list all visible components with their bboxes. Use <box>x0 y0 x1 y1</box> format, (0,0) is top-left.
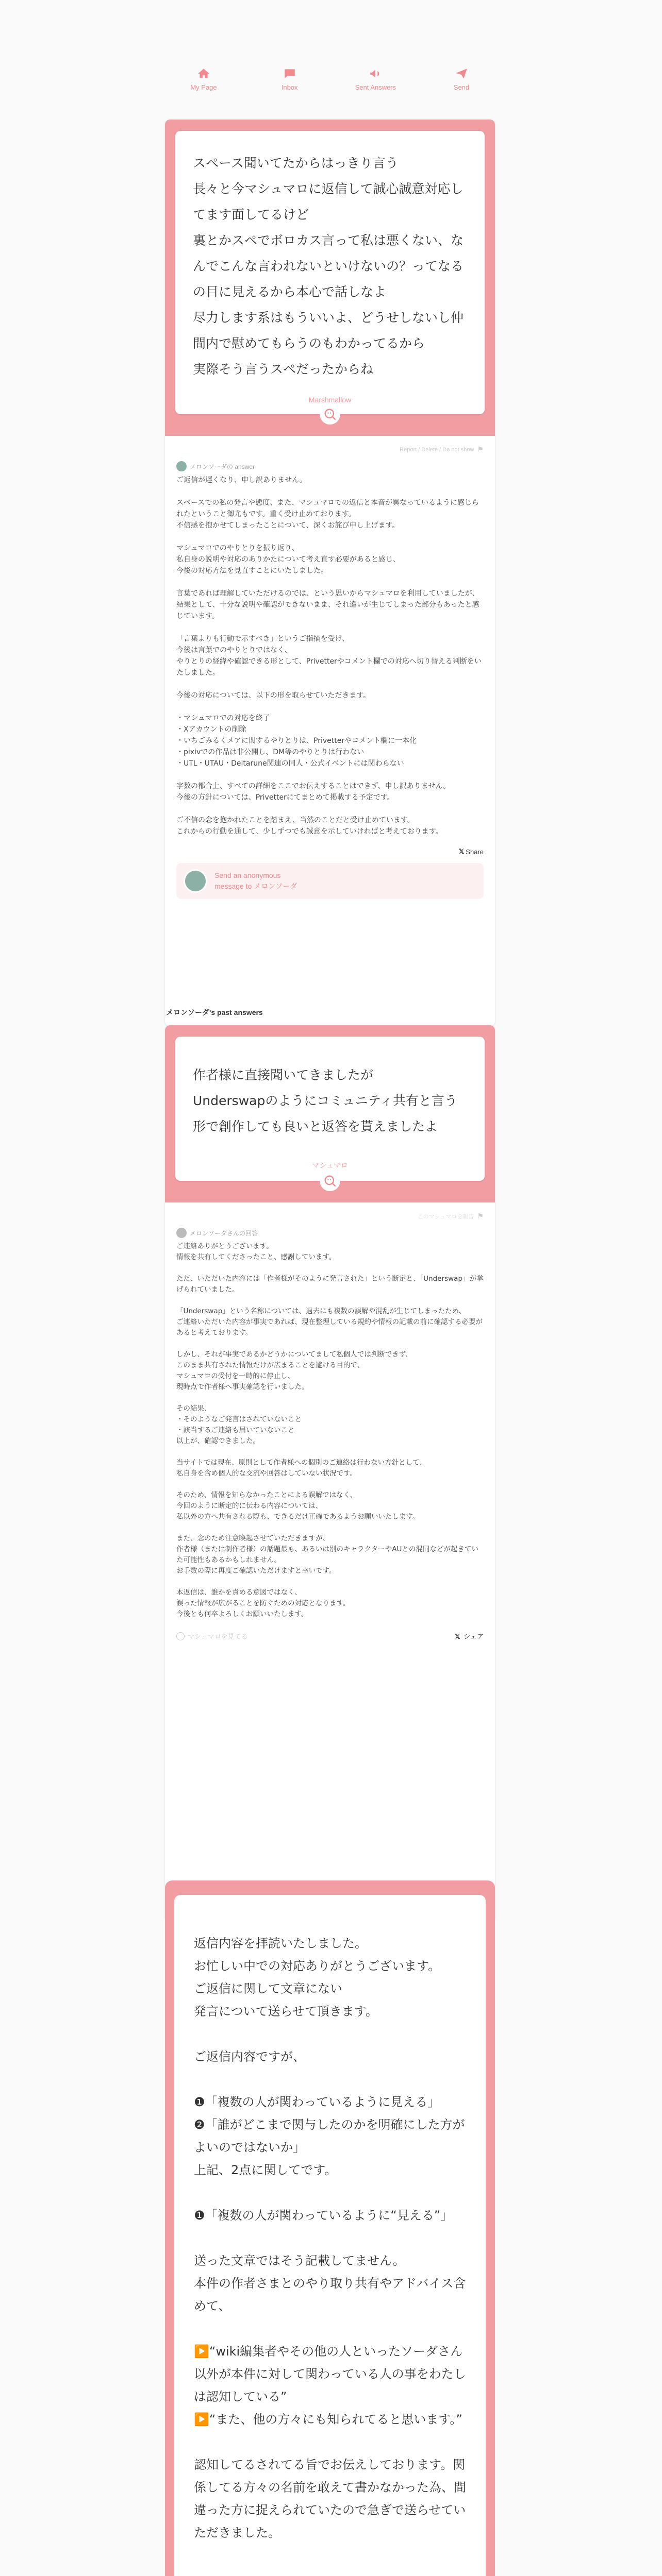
send-message-button[interactable] <box>176 863 484 899</box>
card-footer <box>165 1620 495 1641</box>
x-icon: 𝕏 <box>455 1633 460 1640</box>
nav-sent-answers[interactable] <box>352 67 399 98</box>
section-title: メロンソーダ's past answers <box>166 1008 263 1016</box>
answer-card <box>165 120 495 1026</box>
share-label: Share <box>466 848 484 856</box>
flag-icon[interactable]: ⚑ <box>477 445 484 453</box>
question-text: 作者様に直接聞いてきましたが Underswapのようにコミュニティ共有と言う形で創作しても良いと返答を貰えましたよ <box>193 1067 457 1134</box>
answer-body <box>165 1221 495 1620</box>
question-text: スペース聞いてたからはっきり言う 長々と今マシュマロに返信して誠心誠意対応してます面してるけど 裏とかスペでボロカス言って私は悪くない、なんでこんな言われないといけないの？ってなるの目に見えるから本心で話しなよ 尽力します系はもういいよ、どうせしないし仲間内で慰めてもらうのもわかってるから 実際そう言うスペだったからね <box>193 156 464 377</box>
send-message-text <box>214 870 297 892</box>
nav-label: My Page <box>190 83 217 91</box>
answer-body <box>165 454 495 837</box>
screenshot-inner <box>174 1895 486 2576</box>
question-footer <box>175 414 485 436</box>
home-icon <box>197 67 210 80</box>
clock-icon <box>176 1632 185 1640</box>
nav-label: Sent Answers <box>355 83 396 91</box>
author-name: メロンソーダさんの回答 <box>190 1229 258 1237</box>
send-line-1: Send an anonymous <box>214 871 281 879</box>
answer-author <box>176 1228 484 1238</box>
report-row <box>165 436 495 454</box>
nav-send[interactable] <box>438 67 485 98</box>
report-row <box>165 1202 495 1221</box>
view-link-label: マシュマロを見てる <box>188 1633 248 1640</box>
share-label: シェア <box>464 1633 484 1640</box>
top-nav <box>180 67 485 98</box>
screenshot-text: 返信内容を拝読いたしました。 お忙しい中での対応ありがとうございます。 ご返信に関して文章にない 発言について送らせて頂きます。 ご返信内容ですが、 ❶「複数の人が関わっているように見える」 ❷「誰がどこまで関与したのかを明確にした方がよいのではないか」 上記、2点に関してです。 ❶「複数の人が関わっているように“見える”」 送った文章ではそう記載してません。 本件の作者さまとのやり取り共有やアドバイス含めて、 ▶️“wiki編集者やその他の人といったソーダさん以外が本件に対して関わっている人の事をわたしは認知している” ▶️“また、他の方々にも知られてると思います。” 認知してるされてる旨でお伝えしております。関係してる方々の名前を敢えて書かなかった為、間違った方に捉えられていたので急ぎで送らせていただきました。 <box>194 1936 466 2540</box>
avatar <box>184 869 207 893</box>
view-link[interactable] <box>176 1631 248 1641</box>
question-bubble <box>175 1037 485 1181</box>
x-icon: 𝕏 <box>458 848 465 855</box>
flag-icon[interactable]: ⚑ <box>477 1212 484 1220</box>
nav-label: Send <box>453 83 470 91</box>
question-footer <box>175 1181 485 1202</box>
nav-my-page[interactable] <box>180 67 227 98</box>
question-box <box>165 1025 495 1202</box>
answer-author <box>176 461 484 471</box>
marshmallow-icon <box>320 1171 340 1191</box>
report-link[interactable]: このマシュマロを報告 <box>417 1213 474 1220</box>
author-name: メロンソーダの answer <box>190 463 255 470</box>
answer-text: ご連絡ありがとうございます。 情報を共有してくださったこと、感謝しています。 ただ、いただいた内容には「作者様がそのように発言された」という断定と、「Underswap」が挙げられていました。 「Underswap」という名称については、過去にも複数の誤解や混乱が生じてしまったため、 ご連絡いただいた内容が事実であれば、現在整理している規約や情報の記載の前に確認する必要があると考えております。 しかし、それが事実であるかどうかについてまして私個人では判断できず、 このまま共有された情報だけが広まることを避ける目的で、 マシュマロの受付を一時的に停止し、 現時点で作者様へ事実確認を行いました。 その結果、 ・そのようなご発言はされていないこと ・該当するご連絡も届いていないこと 以上が、確認できました。 当サイトでは現在、原則として作者様への個別のご連絡は行わない方針として、 私自身を含め個人的な交流や回答はしていない状況です。 そのため、情報を知らなかったことによる誤解ではなく、 今回のように断定的に伝わる内容については、 私以外の方へ共有される際も、できるだけ正確であるようお願いいたします。 また、念のため注意喚起させていただきますが、 作者様（または制作者様）の話題最も、あるいは別のキャラクターやAUとの混同などが起きていた可能性もあるかもしれません。 お手数の際に再度ご確認いただけますと幸いです。 本返信は、誰かを責める意図ではなく、 誤った情報が広がることを防ぐための対応となります。 今後とも何卒よろしくお願いいたします。 <box>176 1242 484 1618</box>
avatar <box>176 461 187 471</box>
screenshot-card <box>165 1880 495 2576</box>
share-button[interactable] <box>165 837 495 856</box>
marshmallow-icon <box>320 404 340 425</box>
question-bubble <box>175 131 485 414</box>
answer-text: ご返信が遅くなり、申し訳ありません。 スペースでの私の発言や態度、また、マシュマロでの返信と本音が異なっているように感じられたということ御尤もです。重く受け止めております。 不信感を抱かせてしまったことについて、深くお詫び申し上げます。 マシュマロでのやりとりを振り返り、 私自身の説明や対応のありかたについて考え直す必要があると感じ、 今後の対応方法を見直すことにいたしました。 言葉であれば理解していただけるのでは、という思いからマシュマロを利用していましたが、 結果として、十分な説明や確認ができないまま、それ違いが生じてしまった部分もあったと感じています。 「言葉よりも行動で示すべき」というご指摘を受け、 今後は言葉でのやりとりではなく、 やりとりの経緯や確認できる形として、Privetterやコメント欄での対応へ切り替える判断をいたしました。 今後の対応については、以下の形を取らせていただきます。 ・マシュマロでの対応を終了 ・Xアカウントの削除 ・いちごみるくメアに関するやりとりは、Privetterやコメント欄に一本化 ・pixivでの作品は非公開し、DM等のやりとりは行わない ・UTL・UTAU・Deltarune関連の同人・公式イベントには関わらない 字数の都合上、すべての詳細をここでお伝えすることはできず、申し訳ありません。 今後の方針については、Privetterにてまとめて掲載する予定です。 ご不信の念を抱かれたことを踏まえ、当然のことだと受け止めています。 これからの行動を通して、少しずつでも誠意を示していければと考えております。 <box>176 476 482 836</box>
send-icon <box>455 67 468 80</box>
nav-label: Inbox <box>281 83 298 91</box>
avatar <box>176 1228 187 1238</box>
brand-label: Marshmallow <box>308 396 352 404</box>
brand-label: マシュマロ <box>312 1161 348 1170</box>
question-box <box>165 120 495 436</box>
nav-inbox[interactable] <box>267 67 313 98</box>
megaphone-icon <box>369 67 382 80</box>
chat-icon <box>283 67 296 80</box>
past-answer-card[interactable] <box>165 1025 495 1922</box>
send-line-2: message to メロンソーダ <box>214 882 297 890</box>
share-button[interactable] <box>455 1631 484 1641</box>
report-link[interactable]: Report / Delete / Do not show <box>400 446 474 453</box>
